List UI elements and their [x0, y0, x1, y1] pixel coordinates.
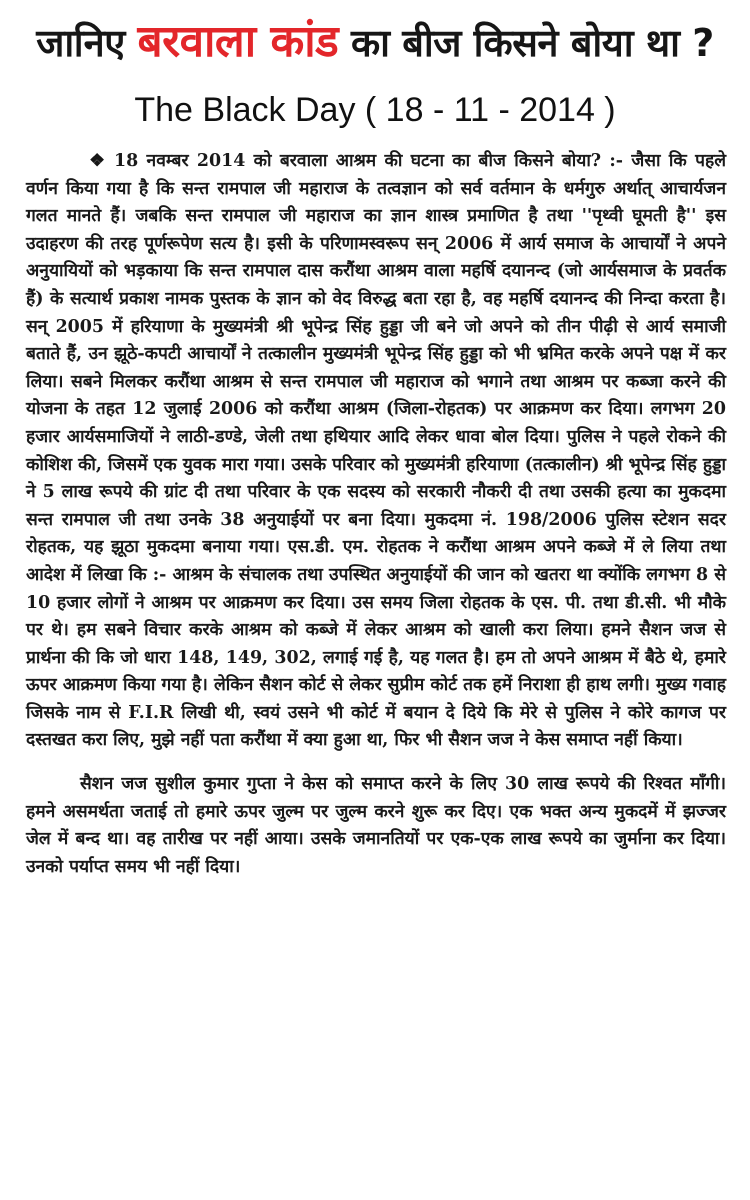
headline-part1: जानिए — [36, 21, 138, 65]
paragraph-1-text: 18 नवम्बर 2014 को बरवाला आश्रम की घटना का बीज किसने बोया? :- जैसा कि पहले वर्णन किया गया है कि सन्त रामपाल जी महाराज के तत्वज्ञान को सर्व वर्तमान के धर्मगुरु अर्थात् आचार्यजन गलत मानते हैं। जबकि सन्त रामपाल जी महाराज का ज्ञान शास्त्र प्रमाणित है तथा ''पृथ्वी घूमती है'' इस उदाहरण की तरह पूर्णरूपेण सत्य है। इसी के परिणामस्वरूप सन् 2006 में आर्य समाज के आचार्यों ने अपने अनुयायियों को भड़काया कि सन्त रामपाल दास करौंथा आश्रम वाला महर्षि दयानन्द (जो आर्यसमाज के प्रवर्तक हैं) के सत्यार्थ प्रकाश नामक पुस्तक के ज्ञान को वेद विरुद्ध बता रहा है, वह महर्षि दयानन्द की निन्दा करता है। सन् 2005 में हरियाणा के मुख्यमंत्री श्री भूपेन्द्र सिंह हुड्डा जी बने जो अपने को तीन पीढ़ी से आर्य समाजी बताते हैं, उन झूठे-कपटी आचार्यों ने तत्कालीन मुख्यमंत्री भूपेन्द्र सिंह हुड्डा को भी भ्रमित करके अपने पक्ष में कर लिया। सबने मिलकर करौंथा आश्रम से सन्त रामपाल जी महाराज को भगाने तथा आश्रम पर कब्जा करने की योजना के तहत 12 जुलाई 2006 को करौंथा आश्रम (जिला-रोहतक) पर आक्रमण कर दिया। लगभग 20 हजार आर्यसमाजियों ने लाठी-डण्डे, जेली तथा हथियार आदि लेकर धावा बोल दिया। पुलिस ने पहले रोकने की कोशिश की, जिसमें एक युवक मारा गया। उसके परिवार को मुख्यमंत्री हरियाणा (तत्कालीन) श्री भूपेन्द्र सिंह हुड्डा ने 5 लाख रूपये की ग्रांट दी तथा परिवार के एक सदस्य को सरकारी नौकरी दी तथा उसकी हत्या का मुकदमा सन्त रामपाल जी तथा उनके 38 अनुयाईयों पर बना दिया। मुकदमा नं. 198/2006 पुलिस स्टेशन सदर रोहतक, यह झूठा मुकदमा बनाया गया। एस.डी. एम. रोहतक ने करौंथा आश्रम अपने कब्जे में ले लिया तथा आदेश में लिखा कि :- आश्रम के संचालक तथा उपस्थित अनुयाईयों की जान को खतरा था क्योंकि लगभग 8 से 10 हजार लोगों ने आश्रम पर आक्रमण कर दिया। उस समय जिला रोहतक के एस. पी. तथा डी.सी. भी मौके पर थे। हम सबने विचार करके आश्रम को कब्जे में लेकर आश्रम को खाली करा लिया। हमने सैशन जज से प्रार्थना की कि जो धारा 148, 149, 302, लगाई गई है, यह गलत है। हम तो अपने आश्रम में बैठे थे, हमारे ऊपर आक्रमण किया गया है। लेकिन सैशन कोर्ट से लेकर सुप्रीम कोर्ट तक हमें निराशा ही हाथ लगी। मुख्य गवाह जिसके नाम से F.I.R लिखी थी, स्वयं उसने भी कोर्ट में बयान दे दिये कि मेरे से पुलिस ने कोरे कागज पर दस्तखत करा लिए, मुझे नहीं पता करौंथा में क्या हुआ था, फिर भी सैशन जज ने केस समाप्त नहीं किया। — [26, 151, 726, 751]
bullet-diamond-icon: ❖ — [89, 151, 105, 171]
headline — [0, 14, 750, 71]
headline-highlight: बरवाला कांड — [137, 16, 339, 67]
paragraph-2: सैशन जज सुशील कुमार गुप्ता ने केस को समाप्त करने के लिए 30 लाख रूपये की रिश्वत माँगी। हमने असमर्थता जताई तो हमारे ऊपर जुल्म पर जुल्म करने शुरू कर दिए। एक भक्त अन्य मुकदमें में झज्जर जेल में बन्द था। वह तारीख पर नहीं आया। उसके जमानतियों पर एक-एक लाख रूपये का जुर्माना कर दिया। उनको पर्याप्त समय भी नहीं दिया। — [26, 774, 726, 877]
headline-part2: का बीज किसने बोया था ? — [338, 21, 714, 65]
article-body — [26, 148, 726, 881]
paragraph-1 — [26, 148, 726, 755]
subtitle: The Black Day ( 18 - 11 - 2014 ) — [134, 91, 616, 129]
